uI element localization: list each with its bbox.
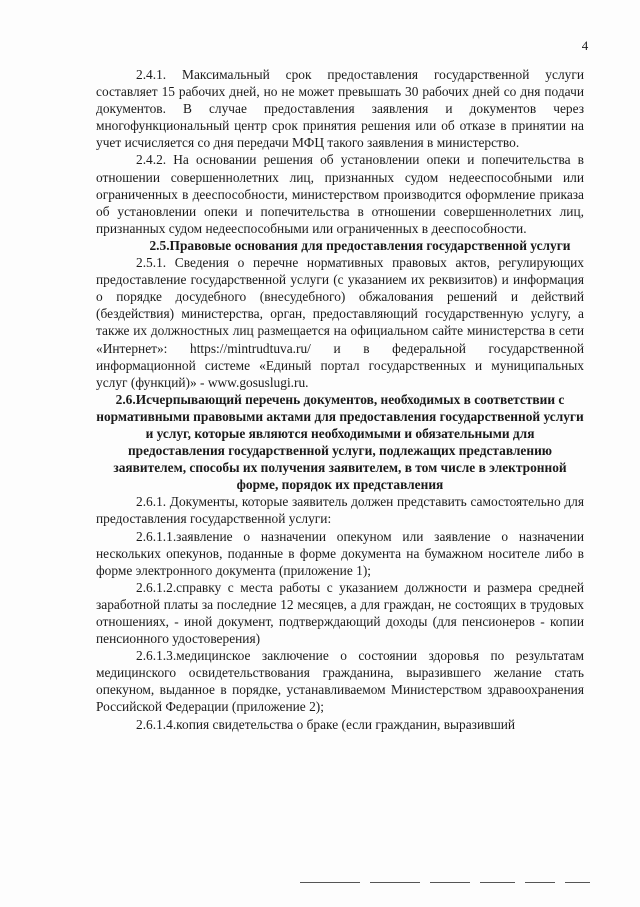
section-heading-2-5: 2.5.Правовые основания для предоставления государственной услуги <box>149 237 571 253</box>
page-number: 4 <box>581 38 589 53</box>
paragraph-2-6-1-3: 2.6.1.3.медицинское заключение о состоянии здоровья по результатам медицинского освидетельствования гражданина, выразившего желание стать опекуном, выданное в порядке, устанавливаемом Министерством здравоохранения Российской Федерации (приложение 2); <box>96 648 584 715</box>
paragraph-2-6-1-2: 2.6.1.2.справку с места работы с указанием должности и размера средней заработной платы за последние 12 месяцев, а для граждан, не состоящих в трудовых отношениях, - иной документ, подтверждающий доходы (для пенсионеров - копии пенсионного удостоверения) <box>96 579 584 647</box>
document-body <box>96 66 584 733</box>
paragraph-2-6-1-4: 2.6.1.4.копия свидетельства о браке (если гражданин, выразивший <box>136 716 516 732</box>
paragraph-2-5-1: 2.5.1. Сведения о перечне нормативных правовых актов, регулирующих предоставление государственной услуги (с указанием их реквизитов) и информация о порядке досудебного (внесудебного) обжалования решений и действий (бездействия) министерства, орган, предоставляющий государственную услугу, а также их должностных лиц размещается на официальном сайте министерства в сети «Интернет»: https://mintrudtuva.ru/ и в федеральной государственной информационной системе «Единый портал государственных и муниципальных услуг (функций)» - www.gosuslugi.ru. <box>96 255 584 390</box>
paragraph-2-4-2: 2.4.2. На основании решения об установлении опеки и попечительства в отношении совершеннолетних лиц, признанных судом недееспособными или ограниченных в дееспособности, министерством производится оформление приказа об установлении опеки и попечительства в отношении совершеннолетних лиц, признанных судом недееспособными или ограниченных в дееспособности. <box>96 152 584 236</box>
scan-artifact-lines <box>300 880 600 886</box>
paragraph-2-6-1: 2.6.1. Документы, которые заявитель должен представить самостоятельно для предоставления государственной услуги: <box>96 494 584 527</box>
paragraph-2-6-1-1: 2.6.1.1.заявление о назначении опекуном или заявление о назначении нескольких опекунов, поданные в форме документа на бумажном носителе либо в форме электронного документа (приложение 1); <box>96 528 584 578</box>
paragraph-2-4-1: 2.4.1. Максимальный срок предоставления государственной услуги составляет 15 рабочих дней, но не может превышать 30 рабочих дней со дня подачи документов. В случае предоставления заявления и документов через многофункциональный центр срок принятия решения или об отказе в принятии на учет исчисляется со дня передачи МФЦ такого заявления в министерство. <box>96 67 584 151</box>
section-heading-2-6: 2.6.Исчерпывающий перечень документов, необходимых в соответствии с нормативными правовыми актами для предоставления государственной услуги и услуг, которые являются необходимыми и обязательными для предоставления государственной услуги, подлежащих представлению заявителем, способы их получения заявителем, в том числе в электронной форме, порядок их представления <box>96 391 584 493</box>
